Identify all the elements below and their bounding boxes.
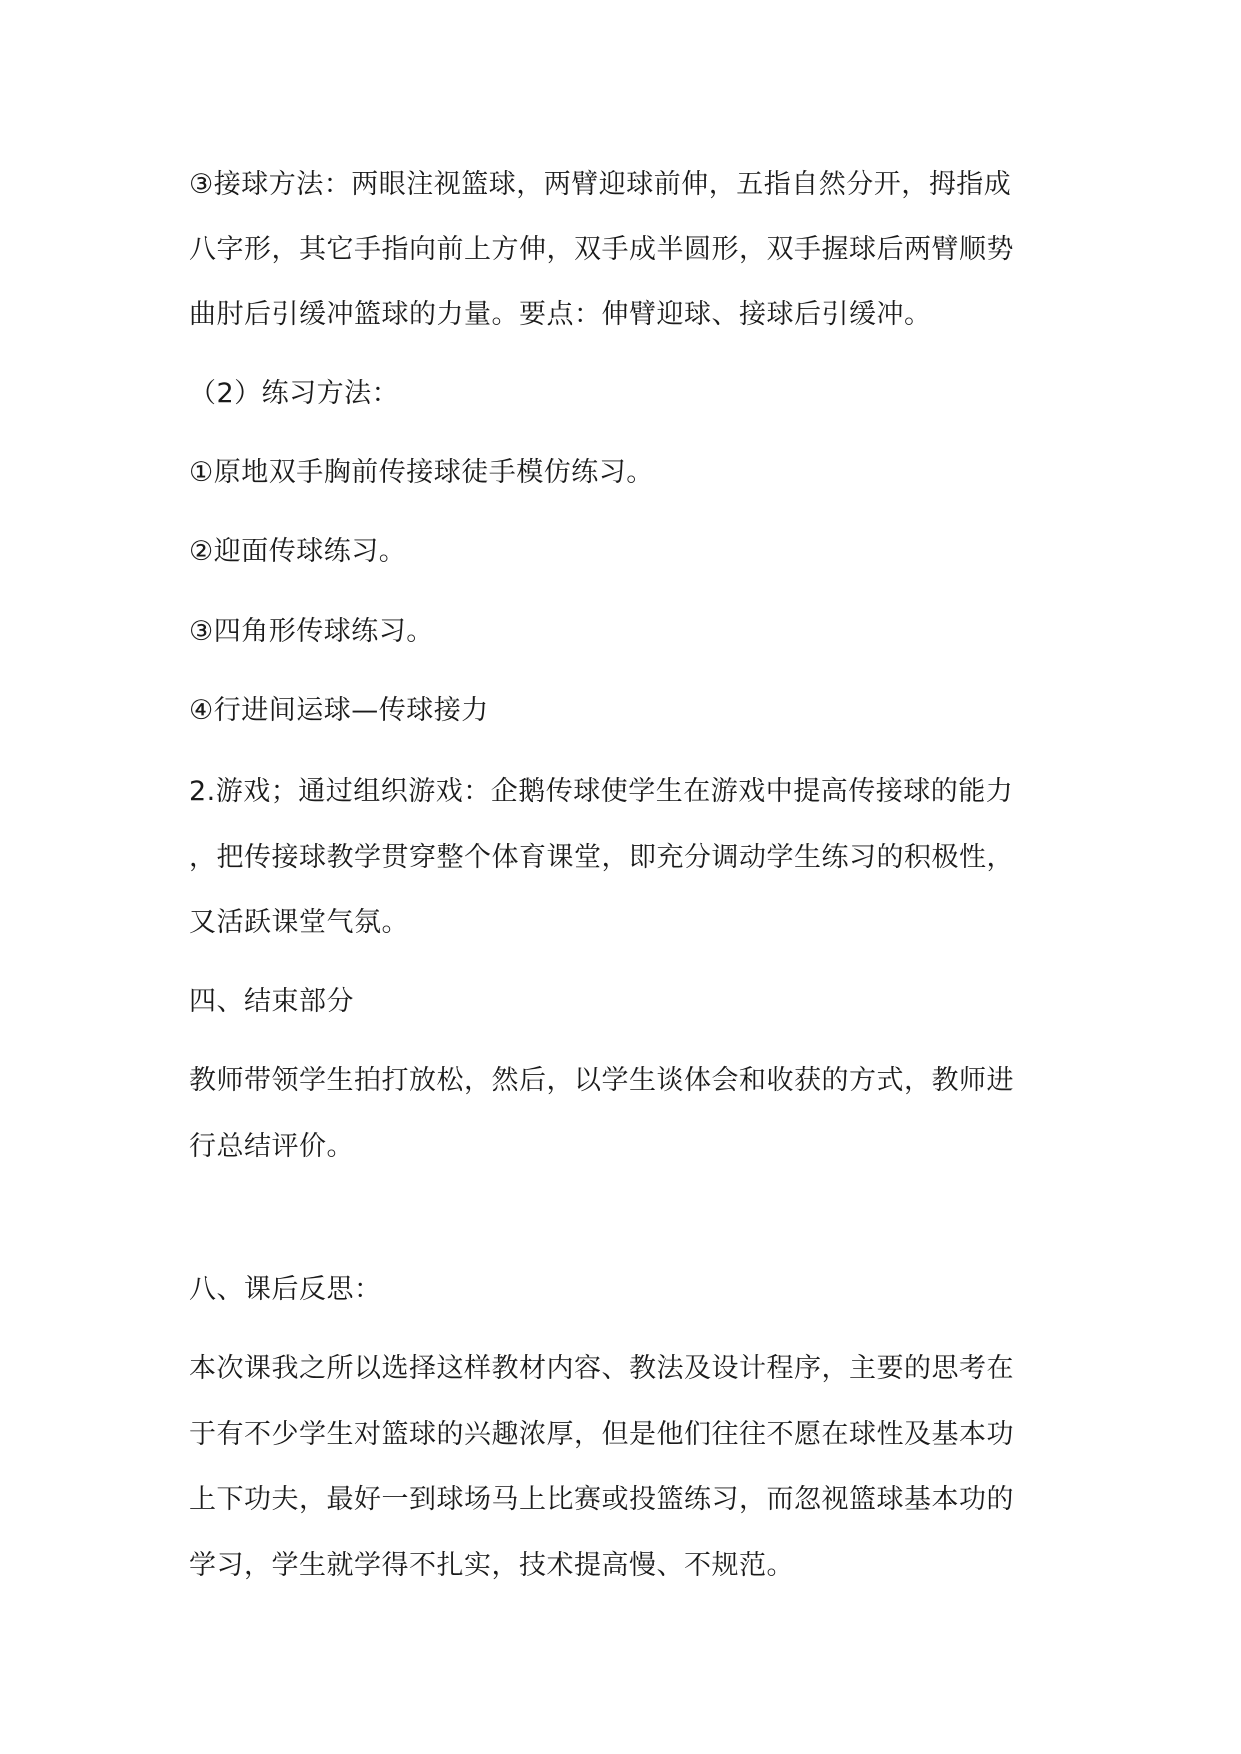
section-heading: 四、结束部分 <box>189 986 354 1017</box>
text-line: 又活跃课堂气氛。 <box>189 907 409 938</box>
text-line: 教师带领学生拍打放松，然后，以学生谈体会和收获的方式，教师进 <box>189 1065 1014 1096</box>
text-line: 2.游戏；通过组织游戏：企鹅传球使学生在游戏中提高传接球的能力 <box>189 776 1014 807</box>
text-line: 于有不少学生对篮球的兴趣浓厚，但是他们往往不愿在球性及基本功 <box>189 1419 1014 1450</box>
text-line: ，把传接球教学贯穿整个体育课堂，即充分调动学生练习的积极性， <box>189 842 1014 873</box>
text-line: 曲肘后引缓冲篮球的力量。要点：伸臂迎球、接球后引缓冲。 <box>189 299 932 330</box>
list-item: ③四角形传球练习。 <box>189 616 434 647</box>
text-line: ③接球方法：两眼注视篮球，两臂迎球前伸，五指自然分开，拇指成 <box>189 169 1012 200</box>
section-heading: 八、课后反思： <box>189 1274 382 1305</box>
list-item: ④行进间运球—传球接力 <box>189 695 489 726</box>
text-line: 行总结评价。 <box>189 1131 354 1162</box>
text-line: 学习，学生就学得不扎实，技术提高慢、不规范。 <box>189 1550 794 1581</box>
text-line: 上下功夫，最好一到球场马上比赛或投篮练习，而忽视篮球基本功的 <box>189 1484 1014 1515</box>
list-item: ②迎面传球练习。 <box>189 536 407 567</box>
text-line: 八字形，其它手指向前上方伸，双手成半圆形，双手握球后两臂顺势 <box>189 234 1014 265</box>
list-item: ①原地双手胸前传接球徒手模仿练习。 <box>189 457 654 488</box>
text-line: 本次课我之所以选择这样教材内容、教法及设计程序，主要的思考在 <box>189 1353 1014 1384</box>
section-heading: （2）练习方法： <box>189 378 400 409</box>
